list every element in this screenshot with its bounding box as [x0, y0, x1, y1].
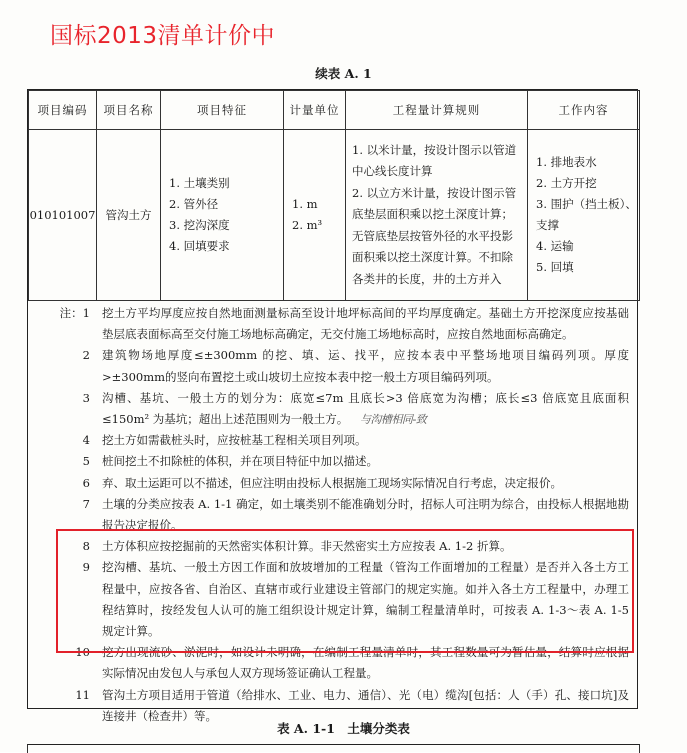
- note-number: 6: [82, 475, 90, 490]
- note-text: 沟槽、基坑、一般土方的划分为：底宽≤7m 且底长>3 倍底宽为沟槽；底长≤3 倍底宽且底面积≤150m² 为基坑；超出上述范围则为一般土方。: [102, 390, 629, 427]
- bottom-table-caption: 表 A. 1-1 土壤分类表: [277, 721, 410, 736]
- note-item: [28, 430, 637, 451]
- notes-section: [28, 299, 637, 727]
- note-item: [28, 642, 637, 684]
- note-number: 2: [82, 348, 90, 363]
- note-number: 注：1: [59, 306, 90, 320]
- col-header-rules: 工程量计算规则: [346, 91, 528, 130]
- note-number: 11: [75, 687, 90, 702]
- note-text: 挖土方如需截桩头时，应按桩基工程相关项目列项。: [102, 433, 367, 448]
- col-header-work: 工作内容: [528, 91, 640, 130]
- work-item: 4. 运输: [536, 239, 574, 253]
- note-text: 土壤的分类应按表 A. 1-1 确定，如土壤类别不能准确划分时，招标人可注明为综合，由投标人根据地勘报告决定报价。: [102, 496, 629, 533]
- cell-rules: [346, 130, 528, 301]
- note-item: [28, 494, 637, 536]
- note-item: [28, 451, 637, 472]
- note-number: 10: [75, 645, 90, 660]
- work-item: 2. 土方开挖: [536, 176, 597, 190]
- feature-item: 2. 管外径: [169, 197, 219, 211]
- note-item: [28, 473, 637, 494]
- note-number: 4: [82, 433, 90, 448]
- cell-name: 管沟土方: [97, 130, 161, 301]
- note-number: 3: [82, 390, 90, 405]
- note-text: 弃、取土运距可以不描述，但应注明由投标人根据施工现场实际情况自行考虑，决定报价。: [102, 475, 562, 490]
- handwritten-annotation: 与沟槽相同-致: [359, 413, 427, 427]
- note-item: [28, 536, 637, 557]
- note-text: 管沟土方项目适用于管道（给排水、工业、电力、通信）、光（电）缆沟[包括：人（手）孔、接口坑]及连接井（检查井）等。: [102, 687, 629, 723]
- headline-annotation: 国标2013清单计价中: [50, 23, 276, 49]
- unit-item: 2. m³: [292, 218, 323, 232]
- cell-units: [284, 130, 346, 301]
- cell-features: [161, 130, 284, 301]
- note-item: [28, 557, 637, 642]
- feature-item: 4. 回填要求: [169, 239, 230, 253]
- note-item: [28, 303, 637, 345]
- feature-item: 3. 挖沟深度: [169, 218, 230, 232]
- table-header-row: [29, 91, 640, 130]
- note-text: 土方体积应按挖掘前的天然密实体积计算。非天然密实土方应按表 A. 1-2 折算。: [102, 539, 512, 554]
- cell-code: 010101007: [29, 130, 97, 301]
- note-number: 7: [82, 496, 90, 511]
- col-header-name: 项目名称: [97, 91, 161, 130]
- col-header-features: 项目特征: [161, 91, 284, 130]
- col-header-unit: 计量单位: [284, 91, 346, 130]
- note-number: 8: [82, 539, 90, 554]
- cell-work: [528, 130, 640, 301]
- feature-item: 1. 土壤类别: [169, 176, 230, 190]
- note-number: 9: [82, 560, 90, 575]
- note-text: 桩间挖土不扣除桩的体积，并在项目特征中加以描述。: [102, 454, 378, 469]
- col-header-code: 项目编码: [29, 91, 97, 130]
- note-text: 建筑物场地厚度≤±300mm 的挖、填、运、找平，应按本表中平整场地项目编码列项。厚度>±300mm的竖向布置挖土或山坡切土应按本表中挖一般土方项目编码列项。: [102, 348, 629, 384]
- rules-text: 1. 以米计量，按设计图示以管道中心线长度计算 2. 以立方米计量，按设计图示管底垫层面积乘以挖土深度计算；无管底垫层按管外径的水平投影面积乘以挖土深度计算。不扣除各类井的长度，井的土方并入: [352, 142, 517, 286]
- note-item: [28, 345, 637, 387]
- spec-table-frame: [27, 89, 638, 723]
- table-row: [29, 130, 640, 301]
- note-text: 挖沟槽、基坑、一般土方因工作面和放坡增加的工程量（管沟工作面增加的工程量）是否并入各土方工程量中，应按各省、自治区、直辖市或行业建设主管部门的规定实施。如并入各土方工程量中，办理工程结算时，按经发包人认可的施工组织设计规定计算，编制工程量清单时，可按表 A. 1-3～表 A. 1-5 规定计算。: [102, 560, 629, 639]
- work-item: 5. 回填: [536, 260, 574, 274]
- note-item: [28, 388, 637, 430]
- note-number: 5: [82, 454, 90, 469]
- spec-table: [28, 90, 640, 301]
- work-item: 3. 围护（挡土板）、支撑: [536, 197, 637, 232]
- unit-item: 1. m: [292, 197, 318, 211]
- note-text: 挖土方平均厚度应按自然地面测量标高至设计地坪标高间的平均厚度确定。基础土方开挖深度应按基础垫层底表面标高至交付施工场地标高确定，无交付施工场地标高时，应按自然地面标高确定。: [102, 306, 629, 342]
- table-caption: 续表 A. 1: [315, 66, 372, 81]
- work-item: 1. 排地表水: [536, 155, 597, 169]
- note-text: 挖方出现流砂、淤泥时，如设计未明确，在编制工程量清单时，其工程数量可为暂估量，结算时应根据实际情况由发包人与承包人双方现场签证确认工程量。: [102, 645, 629, 681]
